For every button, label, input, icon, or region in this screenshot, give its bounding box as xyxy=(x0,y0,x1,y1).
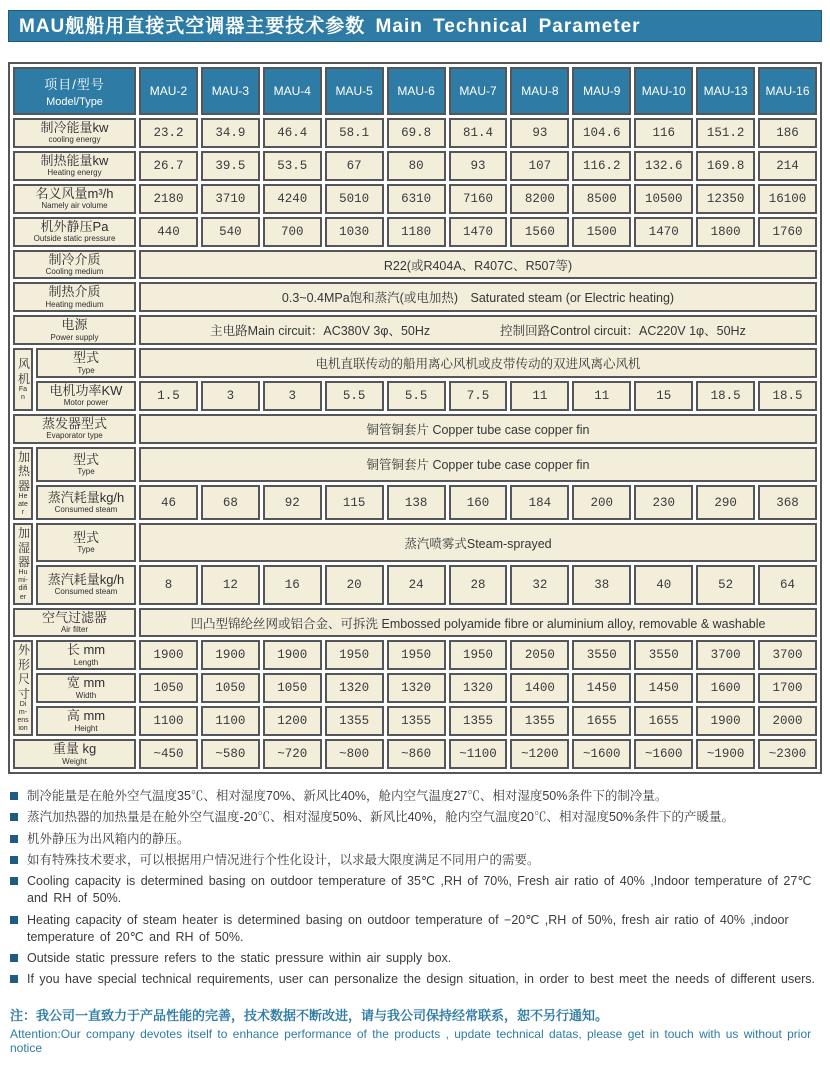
row-label xyxy=(36,381,136,411)
row-label xyxy=(36,485,136,520)
model-header: MAU-8 xyxy=(510,67,569,115)
row-label xyxy=(13,608,136,638)
row-label-zh: 重量 kg xyxy=(52,741,97,757)
value-cell: 12350 xyxy=(696,184,755,214)
note-text: If you have special technical requirements, user can personalize the design situation, in order to best meet the needs of different users. xyxy=(27,972,816,987)
row-label-en: Type xyxy=(77,466,95,476)
value-cell: 1320 xyxy=(449,673,508,703)
row-label xyxy=(13,414,136,444)
value-cell: 4240 xyxy=(263,184,322,214)
value-cell: 184 xyxy=(510,485,569,520)
value-cell: 160 xyxy=(449,485,508,520)
row-label-en: Height xyxy=(74,723,98,733)
value-cell: 46 xyxy=(139,485,198,520)
row-label-en: Power supply xyxy=(50,332,99,342)
value-cell: 80 xyxy=(387,151,446,181)
value-cell: 1900 xyxy=(139,640,198,670)
value-cell: 1355 xyxy=(325,706,384,736)
row-label-en: Type xyxy=(77,365,95,375)
model-header: MAU-9 xyxy=(572,67,631,115)
row-label-zh: 电机功率KW xyxy=(49,383,123,399)
spec-table xyxy=(8,62,822,774)
note-item xyxy=(10,831,820,848)
note-item xyxy=(10,788,820,805)
value-cell: 28 xyxy=(449,565,508,604)
humidifier-group-en: Humi-difier xyxy=(18,569,28,601)
value-cell: 23.2 xyxy=(139,118,198,148)
row-label xyxy=(36,706,136,736)
value-cell: 16 xyxy=(263,565,322,604)
row-label-zh: 蒸汽耗量kg/h xyxy=(47,489,125,505)
value-cell: 1760 xyxy=(758,217,817,247)
value-cell: 1050 xyxy=(139,673,198,703)
fan-group-label xyxy=(13,348,33,411)
note-text: 蒸汽加热器的加热量是在舱外空气温度-20℃、相对湿度50%、新风比40%，舱内空气温度20℃、相对湿度50%条件下的产暖量。 xyxy=(27,810,735,825)
row-label xyxy=(13,217,136,247)
note-text: 机外静压为出风箱内的静压。 xyxy=(27,831,190,846)
value-cell: 1050 xyxy=(201,673,260,703)
value-cell: 1355 xyxy=(510,706,569,736)
value-cell: 1800 xyxy=(696,217,755,247)
note-item xyxy=(10,873,820,908)
row-label-en: Cooling medium xyxy=(45,266,104,276)
notes-section xyxy=(10,788,820,989)
value-cell-wide: 蒸汽喷雾式Steam-sprayed xyxy=(139,523,817,562)
value-cell: 24 xyxy=(387,565,446,604)
value-cell: 92 xyxy=(263,485,322,520)
humidifier-group-label xyxy=(13,523,33,604)
row-label xyxy=(36,640,136,670)
value-cell: 1355 xyxy=(387,706,446,736)
value-cell: 151.2 xyxy=(696,118,755,148)
model-header: MAU-13 xyxy=(696,67,755,115)
note-text: 如有特殊技术要求，可以根据用户情况进行个性化设计，以求最大限度满足不同用户的需要。 xyxy=(27,852,540,867)
value-cell: 3700 xyxy=(758,640,817,670)
row-label xyxy=(36,673,136,703)
dimension-group-zh: 外形尺寸 xyxy=(17,643,30,701)
value-cell: 53.5 xyxy=(263,151,322,181)
value-cell: 68 xyxy=(201,485,260,520)
humidifier-group-zh: 加湿器 xyxy=(17,526,30,569)
value-cell-wide: 0.3~0.4MPa饱和蒸汽(或电加热) Saturated steam (or Electric heating) xyxy=(139,282,817,312)
value-cell: 8500 xyxy=(572,184,631,214)
value-cell: ~720 xyxy=(263,739,322,769)
footer-note xyxy=(10,1005,820,1055)
note-item xyxy=(10,852,820,869)
value-cell: 93 xyxy=(510,118,569,148)
value-cell: 1450 xyxy=(634,673,693,703)
row-width xyxy=(13,673,817,703)
row-label-zh: 空气过滤器 xyxy=(41,609,107,625)
row-label-en: Consumed steam xyxy=(54,587,118,597)
row-label-en: Length xyxy=(73,657,99,667)
row-label-en: Type xyxy=(77,545,95,555)
value-cell: 1950 xyxy=(325,640,384,670)
row-label xyxy=(13,184,136,214)
row-humidifier-type xyxy=(13,523,817,562)
row-label xyxy=(36,348,136,378)
row-label-en: Evaporator type xyxy=(46,431,103,441)
note-text: Cooling capacity is determined basing on outdoor temperature of 35℃ ,RH of 70%, Fresh air ratio of 40% ,Indoor temperature of 27℃ and RH of 50%. xyxy=(27,874,812,906)
row-label xyxy=(36,565,136,604)
value-cell: 2000 xyxy=(758,706,817,736)
value-cell: 200 xyxy=(572,485,631,520)
value-cell: 15 xyxy=(634,381,693,411)
row-cooling-medium xyxy=(13,250,817,280)
value-cell: 5010 xyxy=(325,184,384,214)
value-cell: ~1200 xyxy=(510,739,569,769)
header-corner-zh: 项目/型号 xyxy=(44,77,105,92)
value-cell: 1700 xyxy=(758,673,817,703)
row-label xyxy=(13,315,136,345)
value-cell: ~2300 xyxy=(758,739,817,769)
value-cell: 64 xyxy=(758,565,817,604)
value-cell: 7160 xyxy=(449,184,508,214)
note-bullet-icon xyxy=(10,975,18,983)
value-cell: 20 xyxy=(325,565,384,604)
value-cell: 230 xyxy=(634,485,693,520)
value-cell: ~1900 xyxy=(696,739,755,769)
row-heater-steam xyxy=(13,485,817,520)
value-cell: 169.8 xyxy=(696,151,755,181)
row-label xyxy=(13,151,136,181)
row-heating-medium xyxy=(13,282,817,312)
value-cell: 214 xyxy=(758,151,817,181)
value-cell: 3 xyxy=(263,381,322,411)
value-cell: 1560 xyxy=(510,217,569,247)
row-label-en: Width xyxy=(75,690,97,700)
value-cell: 116.2 xyxy=(572,151,631,181)
row-label-en: Motor power xyxy=(63,398,109,408)
note-item xyxy=(10,971,820,988)
row-label xyxy=(36,523,136,562)
row-humidifier-steam xyxy=(13,565,817,604)
value-cell: 3550 xyxy=(634,640,693,670)
value-cell: ~1100 xyxy=(449,739,508,769)
value-cell: 700 xyxy=(263,217,322,247)
row-cooling-energy xyxy=(13,118,817,148)
value-cell: 1355 xyxy=(449,706,508,736)
value-cell: ~450 xyxy=(139,739,198,769)
value-cell: 1900 xyxy=(696,706,755,736)
value-cell: 1950 xyxy=(387,640,446,670)
value-cell: 138 xyxy=(387,485,446,520)
note-text: 制冷能量是在舱外空气温度35℃、相对湿度70%、新风比40%，舱内空气温度27℃、相对湿度50%条件下的制冷量。 xyxy=(27,789,668,804)
value-cell: 540 xyxy=(201,217,260,247)
value-cell: 58.1 xyxy=(325,118,384,148)
value-cell: 7.5 xyxy=(449,381,508,411)
row-label-zh: 机外静压Pa xyxy=(40,218,109,234)
note-item xyxy=(10,950,820,967)
value-cell: 3550 xyxy=(572,640,631,670)
note-bullet-icon xyxy=(10,792,18,800)
value-cell: 5.5 xyxy=(387,381,446,411)
value-cell: 5.5 xyxy=(325,381,384,411)
footer-note-en: Attention:Our company devotes itself to enhance performance of the products , update technical datas, please get in touch with us without prior notice xyxy=(10,1026,812,1055)
value-cell: 1320 xyxy=(387,673,446,703)
value-cell: 69.8 xyxy=(387,118,446,148)
row-label-zh: 宽 mm xyxy=(66,675,106,691)
row-air-volume xyxy=(13,184,817,214)
heater-group-label xyxy=(13,447,33,520)
fan-group-zh: 风机 xyxy=(17,357,30,386)
dimension-group-en: Dim-ension xyxy=(17,701,29,733)
row-label-zh: 制冷能量kw xyxy=(40,120,109,135)
row-label-en: Namely air volume xyxy=(41,201,108,211)
value-cell: ~800 xyxy=(325,739,384,769)
value-cell: 1030 xyxy=(325,217,384,247)
value-cell: 1050 xyxy=(263,673,322,703)
row-label-en: Outside static pressure xyxy=(33,233,116,243)
row-label-zh: 蒸发器型式 xyxy=(41,416,107,432)
value-cell: 368 xyxy=(758,485,817,520)
value-cell: ~1600 xyxy=(634,739,693,769)
header-corner-cell xyxy=(13,67,136,115)
table-header-row xyxy=(13,67,817,115)
note-bullet-icon xyxy=(10,813,18,821)
value-cell: 93 xyxy=(449,151,508,181)
value-cell: 440 xyxy=(139,217,198,247)
header-corner-en: Model/Type xyxy=(46,96,103,108)
row-label-zh: 型式 xyxy=(72,529,99,545)
model-header: MAU-7 xyxy=(449,67,508,115)
value-cell: 3700 xyxy=(696,640,755,670)
row-label-en: Consumed steam xyxy=(54,504,118,514)
power-control-circuit: 控制回路Control circuit：AC220V 1φ、50Hz xyxy=(500,324,746,339)
heater-group-zh: 加热器 xyxy=(17,449,30,493)
value-cell: 1900 xyxy=(263,640,322,670)
value-cell: 1320 xyxy=(325,673,384,703)
value-cell: 3 xyxy=(201,381,260,411)
row-label-en: Air filter xyxy=(60,624,89,634)
value-cell: ~580 xyxy=(201,739,260,769)
value-cell: 1900 xyxy=(201,640,260,670)
value-cell: 16100 xyxy=(758,184,817,214)
value-cell: 6310 xyxy=(387,184,446,214)
value-cell-wide: 铜管铜套片 Copper tube case copper fin xyxy=(139,414,817,444)
value-cell: 115 xyxy=(325,485,384,520)
value-cell: 1655 xyxy=(572,706,631,736)
value-cell-wide: 电机直联传动的船用离心风机或皮带传动的双进风离心风机 xyxy=(139,348,817,378)
value-cell: 1180 xyxy=(387,217,446,247)
value-cell: 1500 xyxy=(572,217,631,247)
row-air-filter xyxy=(13,608,817,638)
value-cell: 1400 xyxy=(510,673,569,703)
row-label xyxy=(13,118,136,148)
value-cell: 2050 xyxy=(510,640,569,670)
row-label xyxy=(13,739,136,769)
model-header: MAU-10 xyxy=(634,67,693,115)
row-label xyxy=(36,447,136,482)
value-cell: 26.7 xyxy=(139,151,198,181)
row-static-pressure xyxy=(13,217,817,247)
row-label-en: Weight xyxy=(62,756,87,766)
value-cell: 1100 xyxy=(139,706,198,736)
note-item xyxy=(10,912,820,947)
value-cell: 104.6 xyxy=(572,118,631,148)
row-label-zh: 型式 xyxy=(72,350,99,366)
model-header: MAU-5 xyxy=(325,67,384,115)
note-bullet-icon xyxy=(10,877,18,885)
row-height xyxy=(13,706,817,736)
value-cell: 132.6 xyxy=(634,151,693,181)
dimension-group-label xyxy=(13,640,33,736)
value-cell: 107 xyxy=(510,151,569,181)
note-bullet-icon xyxy=(10,916,18,924)
heater-group-en: Heater xyxy=(18,493,28,517)
value-cell: 1100 xyxy=(201,706,260,736)
row-label-zh: 长 mm xyxy=(66,642,106,658)
value-cell: 67 xyxy=(325,151,384,181)
value-cell: 81.4 xyxy=(449,118,508,148)
row-label-zh: 电源 xyxy=(61,317,88,333)
model-header: MAU-16 xyxy=(758,67,817,115)
row-label-zh: 制热能量kw xyxy=(40,152,109,168)
value-cell: 8200 xyxy=(510,184,569,214)
fan-group-en: Fan xyxy=(18,385,28,402)
value-cell: 1600 xyxy=(696,673,755,703)
value-cell: 3710 xyxy=(201,184,260,214)
note-bullet-icon xyxy=(10,835,18,843)
model-header: MAU-4 xyxy=(263,67,322,115)
value-cell-wide: 铜管铜套片 Copper tube case copper fin xyxy=(139,447,817,482)
note-bullet-icon xyxy=(10,954,18,962)
note-item xyxy=(10,809,820,826)
value-cell: ~860 xyxy=(387,739,446,769)
row-label-zh: 型式 xyxy=(72,451,99,467)
model-header: MAU-3 xyxy=(201,67,260,115)
row-label-zh: 制热介质 xyxy=(48,284,101,300)
value-cell: 18.5 xyxy=(758,381,817,411)
model-header: MAU-2 xyxy=(139,67,198,115)
value-cell: 34.9 xyxy=(201,118,260,148)
value-cell: 1200 xyxy=(263,706,322,736)
value-cell: ~1600 xyxy=(572,739,631,769)
value-cell: 1655 xyxy=(634,706,693,736)
value-cell: 8 xyxy=(139,565,198,604)
note-bullet-icon xyxy=(10,856,18,864)
value-cell: 1450 xyxy=(572,673,631,703)
value-cell-wide xyxy=(139,315,817,345)
value-cell-wide: R22(或R404A、R407C、R507等) xyxy=(139,250,817,280)
value-cell: 18.5 xyxy=(696,381,755,411)
row-label-en: cooling energy xyxy=(48,135,101,145)
row-heating-energy xyxy=(13,151,817,181)
value-cell: 2180 xyxy=(139,184,198,214)
value-cell: 1950 xyxy=(449,640,508,670)
value-cell: 52 xyxy=(696,565,755,604)
value-cell: 40 xyxy=(634,565,693,604)
row-heater-type xyxy=(13,447,817,482)
value-cell: 12 xyxy=(201,565,260,604)
row-label-en: Heating medium xyxy=(45,299,104,309)
value-cell: 1470 xyxy=(634,217,693,247)
row-label-zh: 名义风量m³/h xyxy=(35,185,114,201)
row-power-supply xyxy=(13,315,817,345)
note-text: Outside static pressure refers to the static pressure within air supply box. xyxy=(27,951,452,966)
value-cell: 290 xyxy=(696,485,755,520)
row-evaporator-type xyxy=(13,414,817,444)
row-length xyxy=(13,640,817,670)
row-label-zh: 蒸汽耗量kg/h xyxy=(47,572,125,588)
row-label-en: Heating energy xyxy=(47,168,102,178)
value-cell: 186 xyxy=(758,118,817,148)
row-label xyxy=(13,282,136,312)
value-cell: 1.5 xyxy=(139,381,198,411)
value-cell: 11 xyxy=(510,381,569,411)
value-cell: 10500 xyxy=(634,184,693,214)
note-text: Heating capacity of steam heater is determined basing on outdoor temperature of −20℃ ,RH of 50%, fresh air ratio of 40% ,indoor temperature of 20℃ and RH of 50%. xyxy=(27,912,789,944)
row-label-zh: 高 mm xyxy=(66,708,106,724)
row-fan-type xyxy=(13,348,817,378)
page-title: MAU舰船用直接式空调器主要技术参数 Main Technical Parameter xyxy=(8,10,822,42)
row-label xyxy=(13,250,136,280)
value-cell: 39.5 xyxy=(201,151,260,181)
value-cell: 46.4 xyxy=(263,118,322,148)
model-header: MAU-6 xyxy=(387,67,446,115)
value-cell: 32 xyxy=(510,565,569,604)
value-cell: 38 xyxy=(572,565,631,604)
row-weight xyxy=(13,739,817,769)
value-cell: 1470 xyxy=(449,217,508,247)
row-label-zh: 制冷介质 xyxy=(48,251,101,267)
row-fan-motor-power xyxy=(13,381,817,411)
value-cell: 116 xyxy=(634,118,693,148)
value-cell-wide: 凹凸型锦纶丝网或铝合金、可拆洗 Embossed polyamide fibre or aluminium alloy, removable & washable xyxy=(139,608,817,638)
value-cell: 11 xyxy=(572,381,631,411)
power-main-circuit: 主电路Main circuit：AC380V 3φ、50Hz xyxy=(210,324,431,339)
footer-note-zh: 注：我公司一直致力于产品性能的完善，技术数据不断改进，请与我公司保持经常联系，恕不另行通知。 xyxy=(10,1007,609,1023)
